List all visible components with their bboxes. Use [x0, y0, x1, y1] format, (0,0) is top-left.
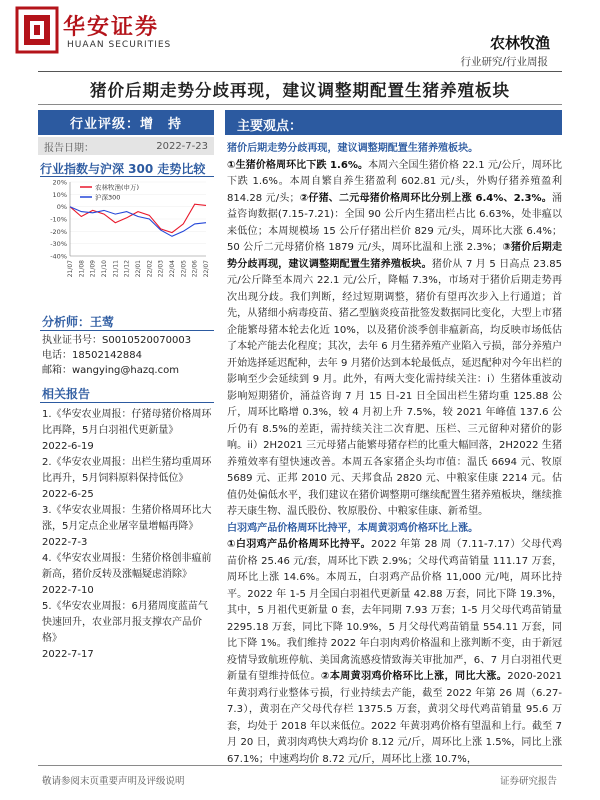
chart-x-tick-label: 21/12 — [123, 260, 131, 278]
analyst-email[interactable]: 邮箱：wangying@hazq.com — [42, 365, 179, 376]
chart-x-tick-label: 21/09 — [89, 260, 97, 278]
related-report-item[interactable] — [42, 503, 212, 551]
chart-svg — [40, 176, 212, 288]
chart-x-tick-label: 21/10 — [101, 260, 108, 278]
related-reports-heading: 相关报告 — [42, 387, 91, 401]
chart-y-tick-label: 20% — [52, 178, 67, 187]
chart-x-tick-label: 21/07 — [67, 260, 74, 278]
report-type: 行业研究/行业周报 — [460, 56, 548, 68]
header-divider — [38, 71, 562, 72]
hog-point-2-text: 涌益咨询数据(7.15-7.21)：全国 90 公斤内生猪出栏占比 6.63%，处非瘟以来低位；本周规模场 15 公斤仔猪出栏价 829 元/头，周环比大涨 6.4%；50 公斤二元母猪价格 1879 元/头，周环比温和上涨 2.3%； — [227, 192, 562, 253]
chart-x-tick-label: 21/11 — [112, 260, 120, 278]
related-report-item[interactable] — [42, 599, 212, 663]
related-report-title: 2.《华安农业周报：出栏生猪均重周环比再升，5月饲料原料保持低位》 — [42, 457, 212, 484]
related-report-title: 4.《华安农业周报：生猪价格创非瘟前新高，猪价反转及涨幅疑虑消除》 — [42, 553, 212, 580]
report-date-row — [38, 137, 214, 155]
related-reports-list — [42, 407, 212, 663]
related-report-title: 1.《华安农业周报：仔猪母猪价格周环比再降，5月白羽祖代更新量》 — [42, 409, 212, 436]
analyst-heading: 分析师：王莺 — [42, 315, 115, 329]
logo-name-en: HUAAN SECURITIES — [67, 40, 172, 50]
related-report-title: 5.《华安农业周报：6月猪周度蓝苗气快速回升，农业部月报支撑农产品价格》 — [42, 601, 208, 644]
chart-x-tick-label: 22/03 — [157, 260, 165, 278]
company-logo — [15, 6, 172, 58]
footer-disclaimer[interactable]: 敬请参阅末页重要声明及评级说明 — [42, 776, 185, 787]
poultry-point-2-text: 2020-2021 年黄羽鸡行业整体亏损，行业持续去产能，截至 2022 年第 26 周（6.27-7.3），黄羽在产父母代存栏 1375.5 万套，黄羽父母代鸡苗销量 95.6 万套，均处于 2018 年以来低位。2022 年黄羽鸡价格有望温和上行。截至 7 月 20 日，黄羽肉鸡快大鸡均价 8.12 元/斤，周环比上涨 1.5%，同比上涨 67.1%；中速鸡均价 8.72 元/斤，周环比上涨 10.7%， — [227, 671, 562, 765]
chart-x-tick-label: 22/01 — [135, 260, 142, 278]
chart-x-tick-label: 22/05 — [180, 260, 188, 278]
analyst-divider — [40, 330, 214, 331]
chart-heading: 行业指数与沪深 300 走势比较 — [40, 162, 206, 176]
chart-y-tick-label: -20% — [50, 227, 67, 236]
chart-y-tick-label: -40% — [50, 252, 67, 261]
hog-point-1-text: 本周六全国生猪价格 22.1 元/公斤，周环比下跌 1.6%。本周自繁自养生猪盈利 602.81 元/头，外购仔猪养殖盈利 814.28 元/头； — [227, 159, 562, 204]
hog-point-2-lead: ②仔猪、二元母猪价格周环比分别上涨 6.4%、2.3%。 — [299, 192, 552, 204]
key-points-body — [227, 141, 562, 768]
related-report-item[interactable] — [42, 551, 212, 599]
chart-x-tick-label: 22/04 — [169, 260, 176, 278]
chart-x-tick-label: 22/07 — [203, 260, 210, 278]
chart-y-tick-label: -30% — [50, 240, 67, 249]
analyst-license: 执业证书号：S0010520070003 — [42, 335, 192, 346]
chart-y-tick-label: -10% — [50, 215, 67, 224]
chart-y-tick-label: 0% — [56, 203, 67, 212]
hog-point-3-text: 猪价从 7 月 5 日高点 23.85 元/公斤降至本周六 22.1 元/公斤，降幅 7.3%，市场对于猪价后期走势再次出现分歧。我们判断，经过短期调整，猪价有望再次步入上行通道；首先，从猪细小病毒疫苗、猪乙型脑炎疫苗批签发数据同比变化，大型上市猪企能繁母猪本轮去化近 10%，以及猪价淡季创非瘟新高，均反映市场低估了本轮产能去化程度；其次，去年 6 月生猪养殖产业陷入亏损，部分养殖户开始选择延迟配种，去年 9 月猪价达到本轮最低点，延迟配种对今年出栏的影响至少会延续到 9 月。此外，有两大变化需持续关注：i）生猪体重波动影响短期猪价，涌益咨询 7 月 15 日-21 日全国出栏生猪均重 125.88 公斤，周环比略增 0.3%，较 4 月初上升 7.5%，较 2021 年峰值 137.6 公斤仍有 8.5%的差距，需持续关注二次育肥、压栏、三元留种对猪价的影响。ii）2H2021 三元母猪占能繁母猪存栏的比重大幅回落，2H2022 生猪养殖效率有望快速改善。本周五各家猪企头均市值：温氏 6694 元、牧原 5689 元、正邦 2010 元、天邦食品 2820 元、中粮家佳康 2214 元。估值仍处偏低水平，我们建议在猪价调整期可继续配置生猪养殖板块，继续推荐天康生物、温氏股份、牧原股份、中粮家佳康、新希望。 — [227, 258, 562, 517]
related-reports-divider — [40, 402, 214, 403]
poultry-point-2-lead: ②本周黄羽鸡价格环比上涨，同比大涨。 — [320, 671, 508, 682]
poultry-point-1-lead: ①白羽鸡产品价格周环比持平。 — [227, 539, 372, 550]
chart-series-line — [70, 204, 206, 232]
chart-x-tick-label: 21/08 — [78, 260, 86, 278]
report-title: 猪价后期走势分歧再现，建议调整期配置生猪养殖板块 — [90, 81, 510, 100]
logo-mark-icon — [15, 6, 59, 54]
report-date-value: 2022-7-23 — [156, 140, 208, 152]
related-report-item[interactable] — [42, 455, 212, 503]
key-points-heading-bar — [225, 110, 562, 135]
related-report-item[interactable] — [42, 407, 212, 455]
report-date-label: 报告日期： — [44, 142, 94, 154]
analyst-phone: 电话：18502142884 — [42, 350, 142, 361]
hog-section-headline: 猪价后期走势分歧再现，建议调整期配置生猪养殖板块。 — [227, 143, 479, 154]
chart-legend-label: 农林牧渔(申万) — [95, 183, 140, 192]
industry-rating-badge: 行业评级：增 持 — [38, 110, 214, 135]
hog-point-3-lead: ③猪价后期走势分歧再现，建议调整期配置生猪养殖板块。 — [227, 242, 562, 270]
related-report-date: 2022-6-25 — [42, 489, 94, 500]
footer-divider — [38, 765, 562, 766]
index-comparison-chart — [40, 176, 212, 288]
related-report-date: 2022-7-10 — [42, 585, 94, 596]
hog-paragraph — [227, 158, 562, 521]
related-report-date: 2022-7-17 — [42, 649, 94, 660]
industry-sector: 农林牧渔 — [489, 34, 550, 52]
key-points-heading: 主要观点： — [237, 119, 303, 134]
chart-legend-label: 沪深300 — [95, 193, 121, 202]
related-report-title: 3.《华安农业周报：生猪价格周环比大涨，5月定点企业屠宰量增幅再降》 — [42, 505, 212, 532]
related-report-date: 2022-6-19 — [42, 441, 94, 452]
analyst-info — [42, 333, 214, 378]
poultry-section-headline: 白羽鸡产品价格周环比持平，本周黄羽鸡价格环比上涨。 — [227, 522, 479, 534]
chart-y-tick-label: 10% — [52, 190, 67, 199]
footer-label: 证券研究报告 — [500, 776, 558, 787]
related-report-date: 2022-7-3 — [42, 537, 88, 548]
logo-name-cn: 华安证券 — [63, 14, 160, 40]
hog-point-1-lead: ①生猪价格周环比下跌 1.6%。 — [227, 159, 369, 171]
poultry-point-1-text: 2022 年第 28 周（7.11-7.17）父母代鸡苗价格 25.46 元/套，周环比下跌 2.9%；父母代鸡苗销量 111.17 万套，周环比上涨 14.6%。本周五，白羽鸡产品价格 11,000 元/吨，周环比持平。2022 年 1-5 月全国白羽祖代更新量 42.88 万套，同比下降 19.3%，其中，5 月祖代更新量 0 套，去年同期 7.93 万套；1-5 月父母代鸡苗销量 2295.18 万套，同比下降 10.9%，5 月父母代鸡苗销量 554.11 万套，同比下降 1%。我们维持 2022 年白羽肉鸡价格温和上涨判断不变，由于新冠疫情导致航班停航、美国禽流感疫情致海关审批加严，6、7 月白羽祖代更新量有望维持低位。 — [227, 539, 562, 682]
chart-x-tick-label: 22/02 — [146, 260, 154, 278]
poultry-paragraph — [227, 537, 562, 768]
title-divider — [38, 104, 562, 105]
chart-x-tick-label: 22/06 — [191, 260, 199, 278]
